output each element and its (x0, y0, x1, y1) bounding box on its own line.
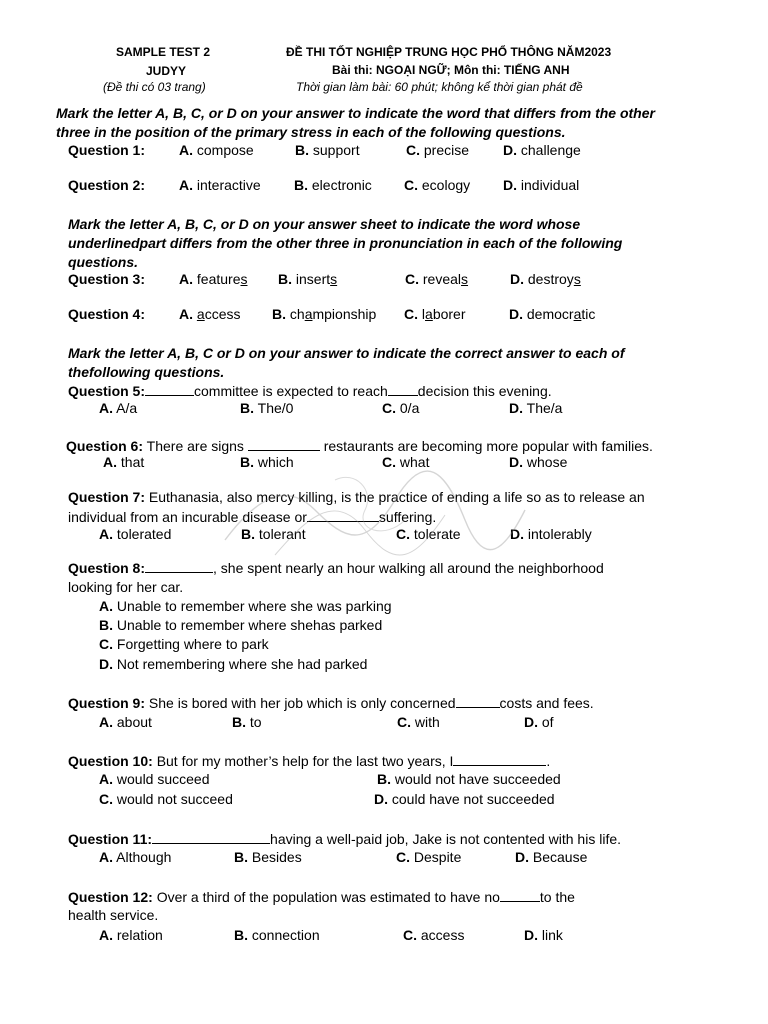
option-d[interactable]: D. Not remembering where she had parked (99, 656, 368, 672)
question-12: Question 12: Over a third of the population was estimated to have no to the (68, 889, 575, 905)
option-d[interactable]: D. whose (509, 454, 568, 470)
option-a[interactable]: A. Unable to remember where she was parking (99, 598, 392, 614)
option-b[interactable]: B. inserts (278, 271, 338, 287)
option-c[interactable]: C. Despite (396, 849, 462, 865)
header-author: JUDYY (146, 64, 187, 78)
option-c[interactable]: C. what (382, 454, 430, 470)
question-8-line-2: looking for her car. (68, 579, 184, 595)
question-label: Question 1: (68, 142, 146, 158)
option-d[interactable]: D. of (524, 714, 554, 730)
instruction-stress (56, 104, 656, 142)
option-c[interactable]: C. access (403, 927, 465, 943)
question-6: Question 6: There are signs restaurants are becoming more popular with families. (66, 438, 653, 454)
question-4 (68, 306, 145, 322)
option-a[interactable]: A. tolerated (99, 526, 172, 542)
option-b[interactable]: B. championship (272, 306, 377, 322)
option-c[interactable]: C. precise (406, 142, 470, 158)
question-label: Question 11: (68, 831, 153, 847)
option-b[interactable]: B. The/0 (240, 400, 294, 416)
answer-blank (145, 559, 213, 573)
option-d[interactable]: D. individual (503, 177, 580, 193)
answer-blank (453, 752, 546, 766)
option-a[interactable]: A. that (103, 454, 145, 470)
option-d[interactable]: D. democratic (509, 306, 596, 322)
option-b[interactable]: B. tolerant (241, 526, 306, 542)
option-a[interactable]: A. features (179, 271, 248, 287)
question-2 (68, 177, 145, 193)
option-c[interactable]: C. reveals (405, 271, 469, 287)
option-a[interactable]: A. access (179, 306, 241, 322)
question-12-line-2: health service. (68, 907, 159, 923)
option-a[interactable]: A. Although (99, 849, 172, 865)
option-c[interactable]: C. laborer (404, 306, 466, 322)
option-a[interactable]: A. compose (179, 142, 254, 158)
question-label: Question 4: (68, 306, 146, 322)
answer-blank (248, 437, 320, 451)
option-d[interactable]: D. link (524, 927, 563, 943)
question-7: Question 7: Euthanasia, also mercy killing, is the practice of ending a life so as to release an (68, 489, 645, 505)
option-b[interactable]: B. connection (234, 927, 320, 943)
signature-watermark (215, 460, 535, 570)
option-a[interactable]: A. A/a (99, 400, 138, 416)
answer-blank (145, 382, 194, 396)
option-c[interactable]: C. Forgetting where to park (99, 636, 269, 652)
option-c[interactable]: C. 0/a (382, 400, 420, 416)
option-c[interactable]: C. with (397, 714, 440, 730)
option-d[interactable]: D. Because (515, 849, 588, 865)
option-a[interactable]: A. would succeed (99, 771, 210, 787)
option-b[interactable]: B. support (295, 142, 360, 158)
instruction-correct-answer (68, 344, 658, 382)
header-test-title: SAMPLE TEST 2 (116, 45, 211, 59)
option-b[interactable]: B. electronic (294, 177, 372, 193)
option-a[interactable]: A. interactive (179, 177, 261, 193)
option-c[interactable]: C. tolerate (396, 526, 461, 542)
option-b[interactable]: B. which (240, 454, 294, 470)
question-label: Question 12: (68, 889, 153, 905)
option-d[interactable]: D. intolerably (510, 526, 592, 542)
option-a[interactable]: A. relation (99, 927, 163, 943)
question-7-line-2: individual from an incurable disease or suffering. (68, 509, 437, 525)
answer-blank (456, 694, 500, 708)
question-label: Question 7: (68, 489, 146, 505)
instruction-stress-text: Mark the letter A, B, C, or D on your answer to indicate the word that differs from the other three in the position of the primary stress in each of the following questions. (56, 105, 655, 140)
question-3 (68, 271, 145, 287)
question-5: Question 5: committee is expected to reach decision this evening. (68, 383, 552, 399)
option-d[interactable]: D. could have not succeeded (374, 791, 555, 807)
question-label: Question 6: (66, 438, 144, 454)
answer-blank (500, 888, 540, 902)
option-c[interactable]: C. would not succeed (99, 791, 233, 807)
option-b[interactable]: B. Unable to remember where shehas parked (99, 617, 383, 633)
instruction-pronunciation-text: Mark the letter A, B, C, or D on your answer sheet to indicate the word whose underlinedpart differs from the other three in pronunciation in each of the following questions. (68, 216, 623, 270)
question-8: Question 8: , she spent nearly an hour walking all around the neighborhood (68, 560, 604, 576)
question-label: Question 10: (68, 753, 153, 769)
option-c[interactable]: C. ecology (404, 177, 471, 193)
question-9: Question 9: She is bored with her job which is only concerned costs and fees. (68, 695, 594, 711)
header-exam-title: ĐỀ THI TỐT NGHIỆP TRUNG HỌC PHỔ THÔNG NĂM2023 (286, 45, 612, 59)
question-label: Question 3: (68, 271, 146, 287)
header-duration: Thời gian làm bài: 60 phút; không kể thời gian phát đề (296, 80, 583, 94)
option-a[interactable]: A. about (99, 714, 152, 730)
instruction-correct-text: Mark the letter A, B, C or D on your answer to indicate the correct answer to each of thefollowing questions. (68, 345, 625, 380)
option-d[interactable]: D. destroys (510, 271, 581, 287)
question-label: Question 9: (68, 695, 146, 711)
instruction-pronunciation (68, 215, 658, 272)
option-b[interactable]: B. Besides (234, 849, 302, 865)
answer-blank (388, 382, 418, 396)
option-b[interactable]: B. would not have succeeded (377, 771, 561, 787)
option-d[interactable]: D. challenge (503, 142, 581, 158)
question-11: Question 11: having a well-paid job, Jake is not contented with his life. (68, 831, 622, 847)
question-1 (68, 142, 145, 158)
answer-blank (152, 830, 270, 844)
question-label: Question 8: (68, 560, 146, 576)
header-page-count: (Đề thi có 03 trang) (103, 80, 206, 94)
option-b[interactable]: B. to (232, 714, 262, 730)
question-label: Question 2: (68, 177, 146, 193)
question-10: Question 10: But for my mother’s help for the last two years, I . (68, 753, 551, 769)
option-d[interactable]: D. The/a (509, 400, 563, 416)
question-label: Question 5: (68, 383, 146, 399)
header-subject: Bài thi: NGOẠI NGỮ; Môn thi: TIẾNG ANH (332, 63, 570, 77)
